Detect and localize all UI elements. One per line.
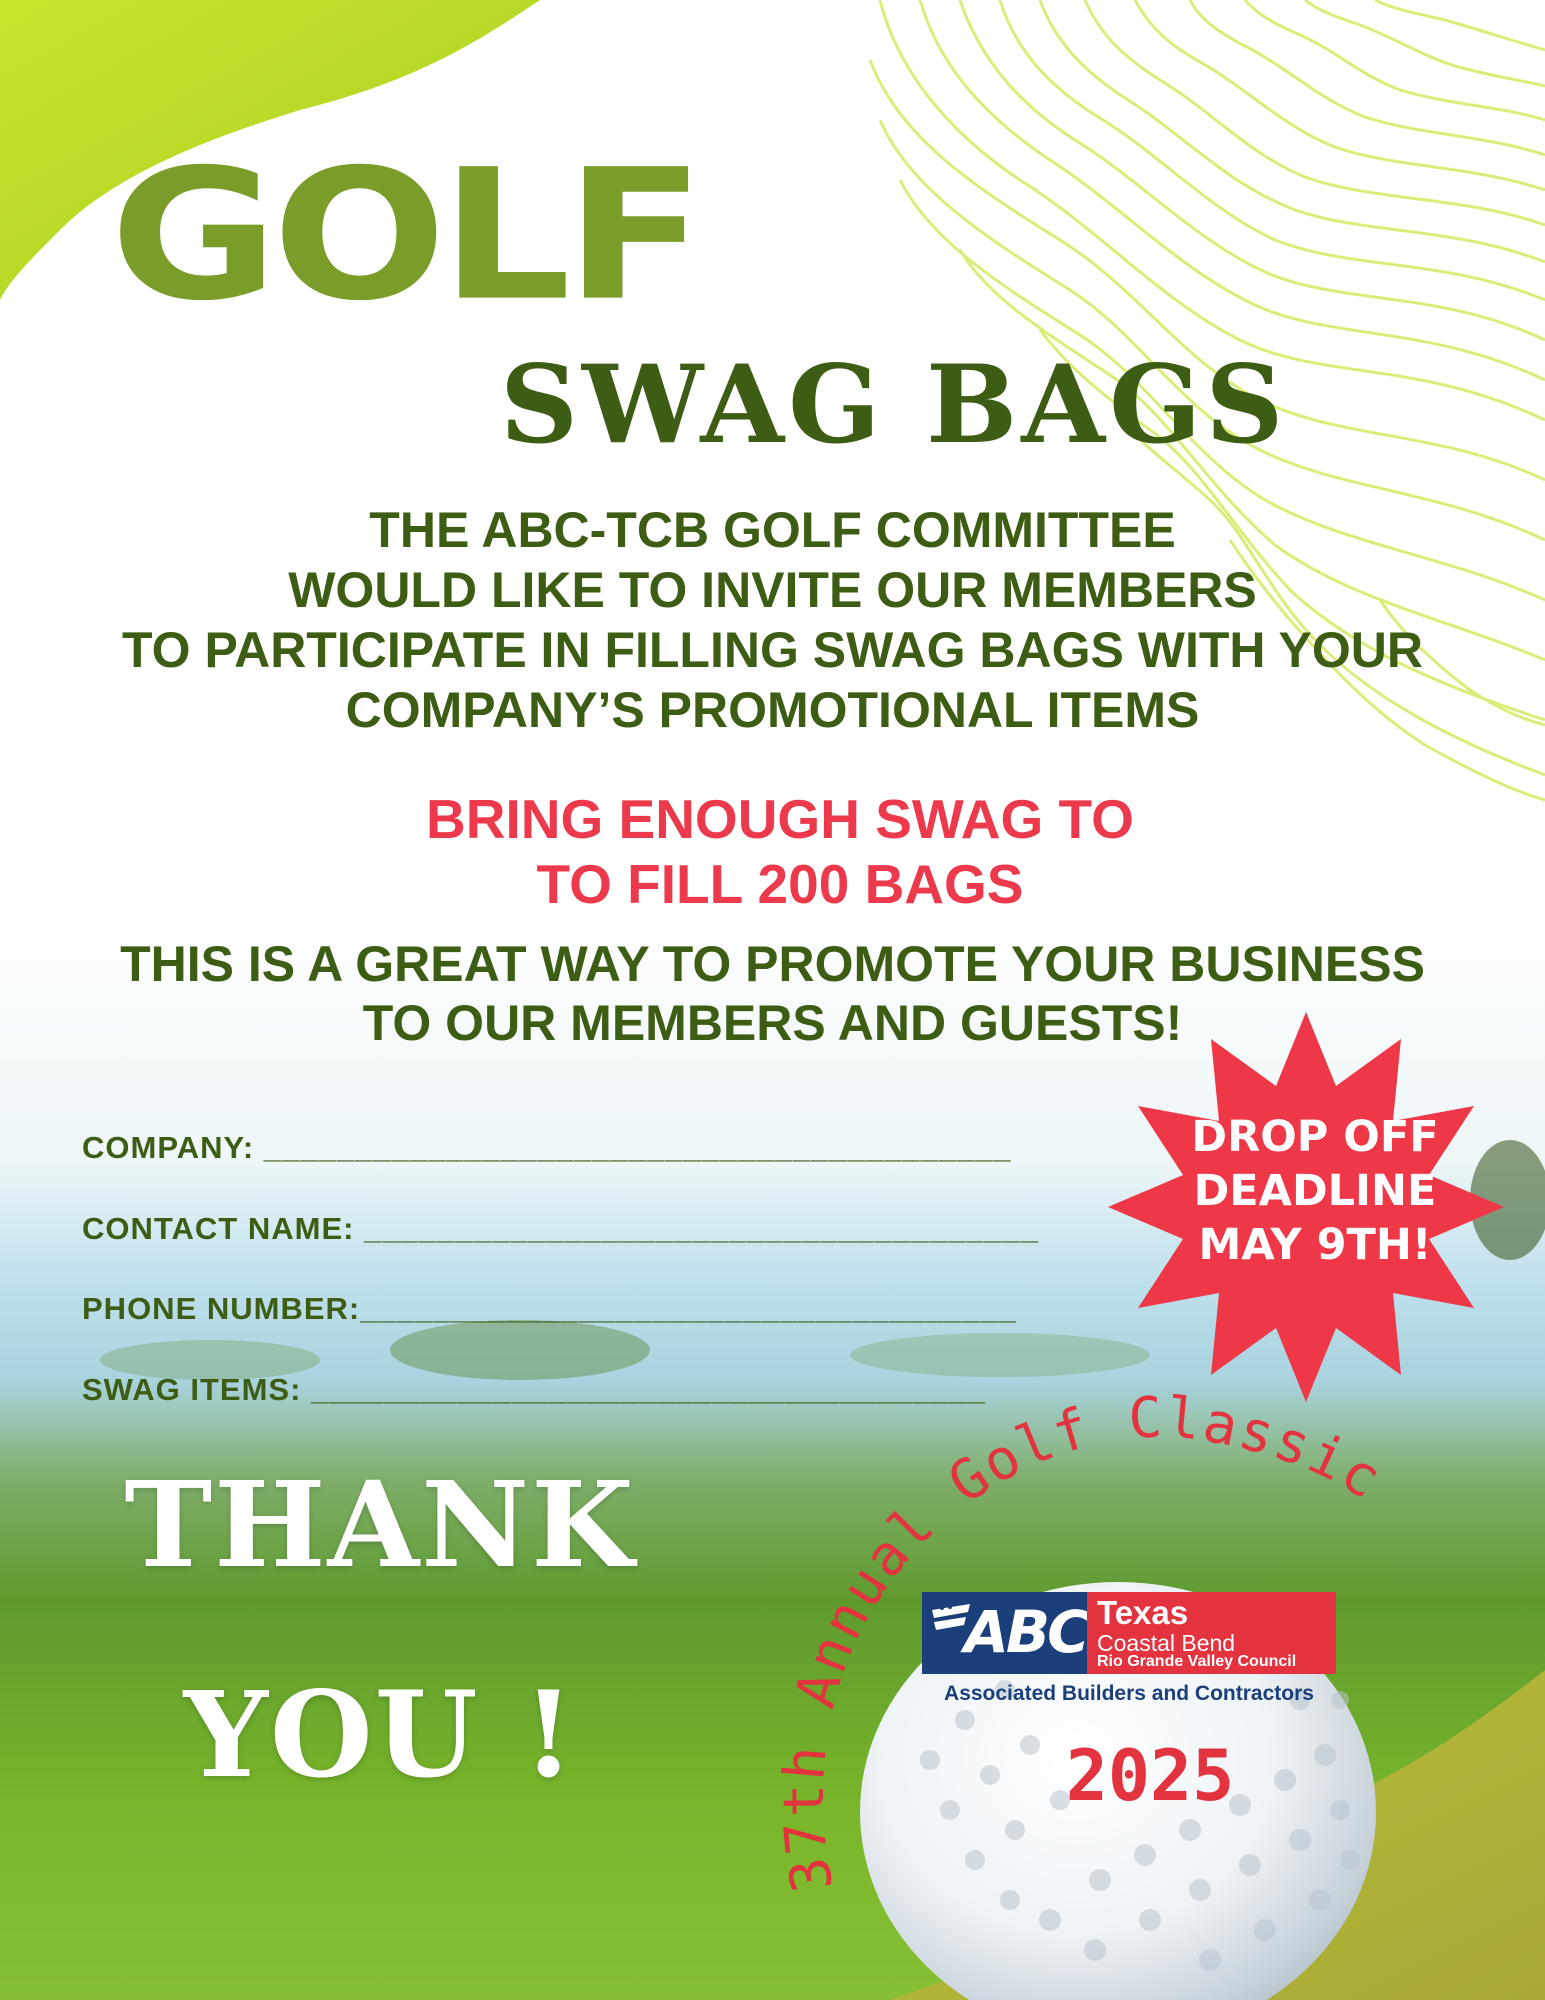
deadline-line: DROP OFF bbox=[1191, 1112, 1439, 1162]
abc-full-name: Associated Builders and Contractors bbox=[944, 1682, 1314, 1705]
contact-name-field[interactable]: CONTACT NAME: _____________________________________ bbox=[82, 1211, 1039, 1246]
promote-line: THIS IS A GREAT WAY TO PROMOTE YOUR BUSINESS bbox=[120, 936, 1425, 992]
golf-title: GOLF bbox=[110, 131, 700, 341]
bring-swag-text bbox=[0, 787, 1545, 917]
promote-text bbox=[0, 935, 1545, 1053]
invitation-line: TO PARTICIPATE IN FILLING SWAG BAGS WITH YOUR bbox=[122, 622, 1423, 678]
invitation-text bbox=[0, 500, 1545, 740]
texas-label: Texas bbox=[1097, 1594, 1189, 1631]
company-field[interactable]: COMPANY: _________________________________________ bbox=[82, 1130, 1012, 1165]
deadline-line: DEADLINE bbox=[1193, 1166, 1437, 1216]
abc-logo bbox=[922, 1592, 1336, 1722]
deadline-line: MAY 9TH! bbox=[1198, 1220, 1432, 1270]
bring-line: BRING ENOUGH SWAG TO bbox=[426, 788, 1134, 850]
annual-classic-text: 37th Annual Golf Classic bbox=[771, 1385, 1394, 1897]
you-text: YOU ! bbox=[183, 1665, 577, 1804]
council-label: Rio Grande Valley Council bbox=[1097, 1653, 1297, 1670]
abc-letters: ABC bbox=[964, 1598, 1087, 1666]
promote-line: TO OUR MEMBERS AND GUESTS! bbox=[362, 995, 1183, 1051]
invitation-line: WOULD LIKE TO INVITE OUR MEMBERS bbox=[288, 562, 1257, 618]
phone-number-field[interactable]: PHONE NUMBER:____________________________________ bbox=[82, 1291, 1017, 1326]
bring-line: TO FILL 200 BAGS bbox=[536, 853, 1024, 915]
invitation-line: COMPANY’S PROMOTIONAL ITEMS bbox=[345, 682, 1200, 738]
coastal-bend-label: Coastal Bend bbox=[1097, 1630, 1236, 1656]
invitation-line: THE ABC-TCB GOLF COMMITTEE bbox=[369, 502, 1176, 558]
thank-text: THANK bbox=[124, 1455, 636, 1594]
chapter-name-box bbox=[1087, 1592, 1336, 1674]
swag-bags-title: SWAG BAGS bbox=[500, 342, 1288, 468]
event-year: 2025 bbox=[1065, 1735, 1235, 1817]
swag-items-field[interactable]: SWAG ITEMS: _____________________________________ bbox=[82, 1372, 986, 1407]
abc-logo-mark bbox=[922, 1592, 1087, 1674]
deadline-badge bbox=[1130, 1110, 1500, 1272]
